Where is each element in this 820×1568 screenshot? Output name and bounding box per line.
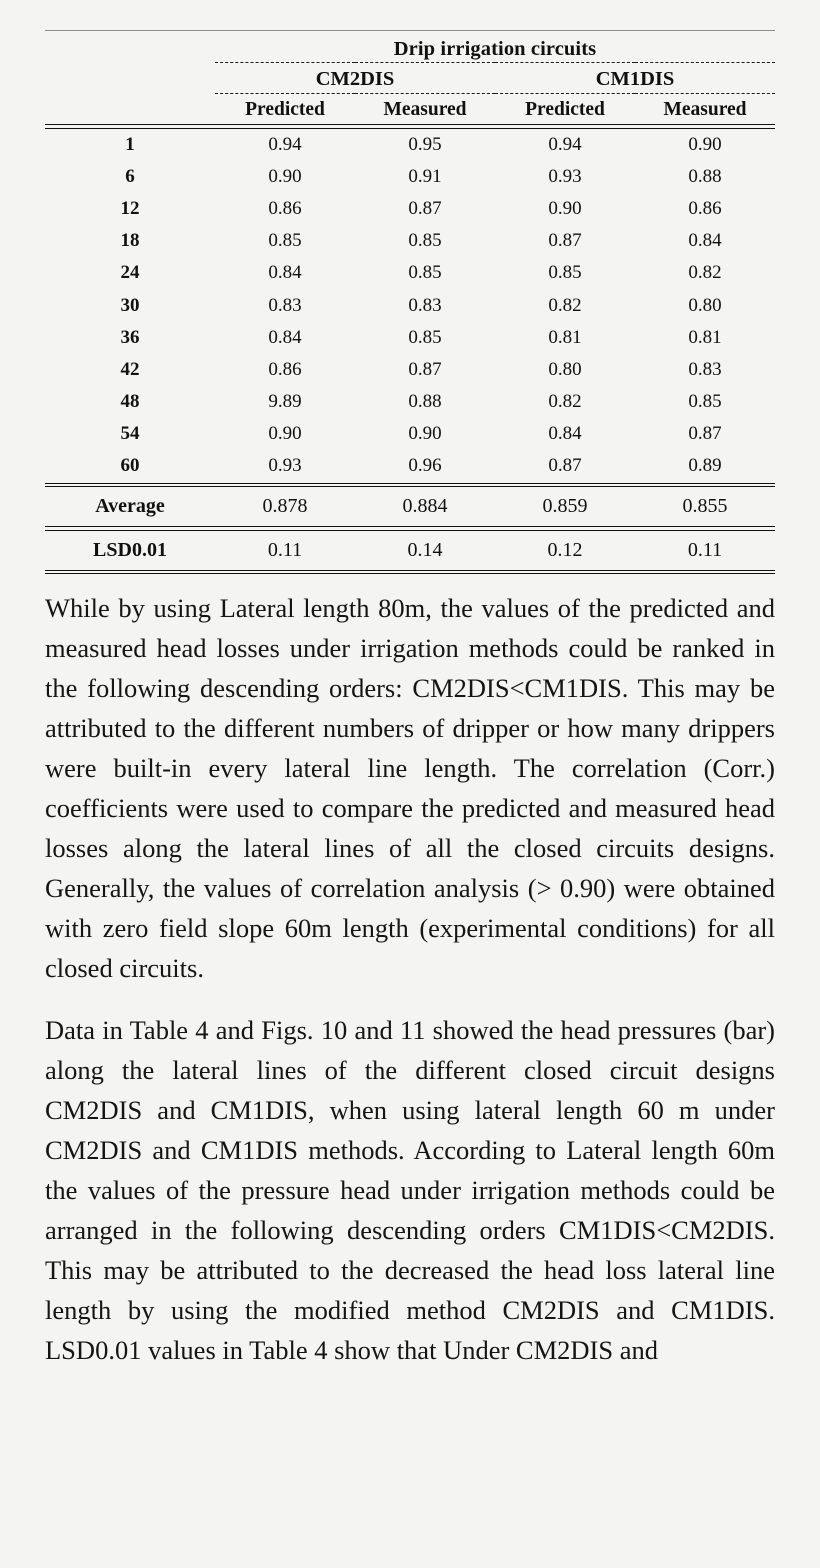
table-bottom-double-rule xyxy=(45,570,775,574)
cell-value: 0.85 xyxy=(408,326,442,348)
cell-value: 0.83 xyxy=(268,294,302,316)
cell-value: 0.82 xyxy=(688,262,722,284)
table-row xyxy=(45,354,775,386)
cell-value: 0.94 xyxy=(548,133,582,155)
cell-value: 0.89 xyxy=(688,455,722,477)
table-column-header-row xyxy=(45,94,775,125)
average-value: 0.878 xyxy=(262,495,308,518)
body-text-container xyxy=(45,588,775,1370)
subgroup-header-cm1dis: CM1DIS xyxy=(595,68,675,90)
cell-value: 0.88 xyxy=(408,391,442,413)
row-label: 18 xyxy=(120,230,140,252)
table-row xyxy=(45,418,775,450)
row-label: 42 xyxy=(120,358,140,380)
table-container xyxy=(45,0,775,574)
table-row xyxy=(45,386,775,418)
cell-value: 0.96 xyxy=(408,455,442,477)
paragraph-1: While by using Lateral length 80m, the values of the predicted and measured head losses under irrigation methods could be ranked in the following descending orders: CM2DIS<CM1DIS. This may be attributed to the different numbers of dripper or how many drippers were built-in every lateral line length. The correlation (Corr.) coefficients were used to compare the predicted and measured head losses along the lateral lines of all the closed circuits designs. Generally, the values of correlation analysis (> 0.90) were obtained with zero field slope 60m length (experimental conditions) for all closed circuits. xyxy=(45,593,775,984)
table-row xyxy=(45,257,775,289)
cell-value: 0.80 xyxy=(548,358,582,380)
table-corner-cell-2 xyxy=(45,63,215,94)
table-row xyxy=(45,161,775,193)
cell-value: 0.85 xyxy=(408,262,442,284)
cell-value: 0.82 xyxy=(548,391,582,413)
table-group-header-row xyxy=(45,31,775,63)
cell-value: 0.84 xyxy=(268,326,302,348)
paragraph-2: Data in Table 4 and Figs. 10 and 11 showed the head pressures (bar) along the lateral lines of the different closed circuit designs CM2DIS and CM1DIS, when using lateral length 60 m under CM2DIS and CM1DIS methods. According to Lateral length 60m the values of the pressure head under irrigation methods could be arranged in the following descending orders CM1DIS<CM2DIS. This may be attributed to the decreased the head loss lateral line length by using the modified method CM2DIS and CM1DIS. LSD0.01 values in Table 4 show that Under CM2DIS and xyxy=(45,1015,775,1366)
table-corner-cell-3 xyxy=(45,94,215,125)
table-row-average xyxy=(45,487,775,527)
cell-value: 0.85 xyxy=(268,230,302,252)
cell-value: 0.94 xyxy=(268,133,302,155)
table-row xyxy=(45,322,775,354)
row-label: 48 xyxy=(120,391,140,413)
cell-value: 0.95 xyxy=(408,133,442,155)
row-label: 54 xyxy=(120,423,140,445)
cell-value: 0.93 xyxy=(548,165,582,187)
lsd-value: 0.12 xyxy=(547,538,583,561)
cell-value: 0.93 xyxy=(268,455,302,477)
cell-value: 0.84 xyxy=(688,230,722,252)
table-row xyxy=(45,193,775,225)
row-label: 24 xyxy=(120,262,140,284)
cell-value: 0.81 xyxy=(548,326,582,348)
lsd-value: 0.11 xyxy=(687,538,723,561)
column-header-cm1dis-predicted: Predicted xyxy=(525,99,605,120)
table-subgroup-header-row xyxy=(45,63,775,94)
row-label: 12 xyxy=(120,197,140,219)
average-value: 0.855 xyxy=(682,495,728,518)
row-label: 36 xyxy=(120,326,140,348)
subgroup-header-cm2dis: CM2DIS xyxy=(315,68,395,90)
cell-value: 0.85 xyxy=(548,262,582,284)
cell-value: 0.87 xyxy=(408,197,442,219)
cell-value: 0.84 xyxy=(268,262,302,284)
cell-value: 0.91 xyxy=(408,165,442,187)
cell-value: 0.80 xyxy=(688,294,722,316)
cell-value: 0.85 xyxy=(688,391,722,413)
lsd-value: 0.11 xyxy=(267,538,303,561)
column-header-cm1dis-measured: Measured xyxy=(663,99,747,120)
table-corner-cell xyxy=(45,31,215,63)
column-header-cm2dis-measured: Measured xyxy=(383,99,467,120)
cell-value: 0.90 xyxy=(408,423,442,445)
row-label: 30 xyxy=(120,294,140,316)
cell-value: 0.87 xyxy=(548,455,582,477)
cell-value: 0.87 xyxy=(548,230,582,252)
row-label: 60 xyxy=(120,455,140,477)
table-row xyxy=(45,289,775,321)
cell-value: 0.85 xyxy=(408,230,442,252)
average-label: Average xyxy=(95,495,165,518)
cell-value: 0.83 xyxy=(688,358,722,380)
cell-value: 0.90 xyxy=(548,197,582,219)
lsd-value: 0.14 xyxy=(407,538,443,561)
cell-value: 0.83 xyxy=(408,294,442,316)
table-row xyxy=(45,450,775,483)
cell-value: 0.90 xyxy=(688,133,722,155)
cell-value: 0.90 xyxy=(268,423,302,445)
cell-value: 0.81 xyxy=(688,326,722,348)
column-header-cm2dis-predicted: Predicted xyxy=(245,99,325,120)
row-label: 1 xyxy=(125,133,135,155)
cell-value: 0.90 xyxy=(268,165,302,187)
row-label: 6 xyxy=(125,165,135,187)
group-header-drip-irrigation-circuits: Drip irrigation circuits xyxy=(393,38,597,60)
average-value: 0.884 xyxy=(402,495,448,518)
cell-value: 0.82 xyxy=(548,294,582,316)
cell-value: 0.84 xyxy=(548,423,582,445)
table-row xyxy=(45,225,775,257)
results-table xyxy=(45,30,775,574)
average-value: 0.859 xyxy=(542,495,588,518)
cell-value: 0.86 xyxy=(268,358,302,380)
cell-value: 9.89 xyxy=(268,391,302,413)
table-row-lsd xyxy=(45,530,775,570)
lsd-label: LSD0.01 xyxy=(93,538,167,561)
cell-value: 0.86 xyxy=(688,197,722,219)
cell-value: 0.87 xyxy=(408,358,442,380)
cell-value: 0.86 xyxy=(268,197,302,219)
cell-value: 0.88 xyxy=(688,165,722,187)
table-row xyxy=(45,128,775,161)
cell-value: 0.87 xyxy=(688,423,722,445)
